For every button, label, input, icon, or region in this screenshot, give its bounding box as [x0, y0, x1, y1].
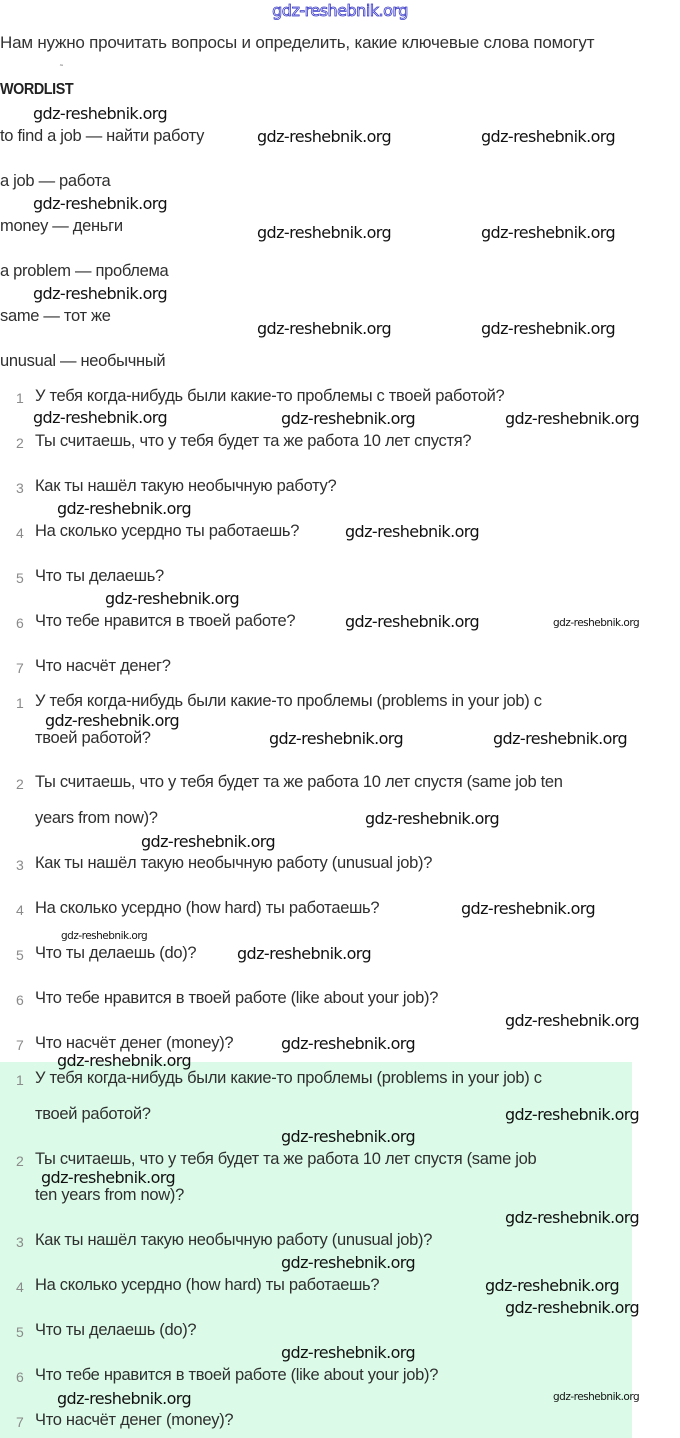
question-text: Что насчёт денег?: [35, 657, 171, 675]
answer-text: Как ты нашёл такую необычную работу (unusual job)?: [35, 1231, 433, 1249]
watermark: gdz-reshebnik.org: [485, 1276, 620, 1295]
question-number: 7: [16, 1037, 24, 1053]
question-text: На сколько усердно ты работаешь?: [35, 522, 300, 540]
answer-number: 7: [16, 1414, 24, 1430]
watermark: gdz-reshebnik.org: [57, 1389, 192, 1408]
answer-text: ten years from now)?: [35, 1186, 184, 1204]
watermark: gdz-reshebnik.org: [481, 127, 616, 146]
watermark: gdz-reshebnik.org: [257, 319, 392, 338]
question-text: Что тебе нравится в твоей работе?: [35, 612, 296, 630]
watermark: gdz-reshebnik.org: [505, 1298, 640, 1317]
intro-tick-mark: ˜: [60, 63, 63, 73]
answer-number: 1: [16, 1072, 24, 1088]
wordlist-item: money — деньги: [0, 217, 123, 235]
answer-text: Что ты делаешь (do)?: [35, 1321, 197, 1339]
answer-number: 3: [16, 1234, 24, 1250]
answer-text: Что тебе нравится в твоей работе (like about your job)?: [35, 1366, 439, 1384]
answer-text: твоей работой?: [35, 1105, 151, 1123]
question-text: У тебя когда-нибудь были какие-то проблемы с твоей работой?: [35, 387, 505, 405]
question-text: На сколько усердно (how hard) ты работаешь?: [35, 899, 380, 917]
wordlist-item: unusual — необычный: [0, 352, 166, 370]
watermark: gdz-reshebnik.org: [281, 409, 416, 428]
question-number: 1: [16, 695, 24, 711]
question-number: 6: [16, 615, 24, 631]
question-number: 5: [16, 570, 24, 586]
wordlist-title: WORDLIST: [0, 81, 74, 98]
watermark: gdz-reshebnik.org: [365, 809, 500, 828]
watermark: gdz-reshebnik.org: [61, 930, 148, 942]
watermark: gdz-reshebnik.org: [345, 612, 480, 631]
watermark: gdz-reshebnik.org: [33, 194, 168, 213]
watermark: gdz-reshebnik.org: [257, 127, 392, 146]
watermark: gdz-reshebnik.org: [269, 729, 404, 748]
watermark: gdz-reshebnik.org: [281, 1343, 416, 1362]
watermark: gdz-reshebnik.org: [505, 409, 640, 428]
question-text: Что ты делаешь (do)?: [35, 944, 197, 962]
watermark: gdz-reshebnik.org: [281, 1253, 416, 1272]
question-number: 4: [16, 902, 24, 918]
question-text: years from now)?: [35, 809, 158, 827]
watermark: gdz-reshebnik.org: [33, 104, 168, 123]
answer-number: 6: [16, 1369, 24, 1385]
wordlist-item: same — тот же: [0, 307, 111, 325]
question-text: Что насчёт денег (money)?: [35, 1034, 234, 1052]
answer-number: 4: [16, 1279, 24, 1295]
watermark: gdz-reshebnik.org: [505, 1208, 640, 1227]
question-number: 6: [16, 992, 24, 1008]
header-watermark: gdz-reshebnik.org: [272, 1, 408, 20]
question-text: У тебя когда-нибудь были какие-то проблемы (problems in your job) с: [35, 692, 542, 710]
watermark: gdz-reshebnik.org: [141, 832, 276, 851]
question-text: Ты считаешь, что у тебя будет та же работа 10 лет спустя?: [35, 432, 472, 450]
watermark: gdz-reshebnik.org: [105, 589, 240, 608]
watermark: gdz-reshebnik.org: [57, 1051, 192, 1070]
watermark: gdz-reshebnik.org: [553, 617, 640, 629]
watermark: gdz-reshebnik.org: [461, 899, 596, 918]
watermark: gdz-reshebnik.org: [33, 408, 168, 427]
watermark: gdz-reshebnik.org: [493, 729, 628, 748]
answer-text: У тебя когда-нибудь были какие-то проблемы (problems in your job) с: [35, 1069, 542, 1087]
answer-number: 2: [16, 1153, 24, 1169]
wordlist-item: a problem — проблема: [0, 262, 169, 280]
question-number: 7: [16, 660, 24, 676]
answer-text: Ты считаешь, что у тебя будет та же работа 10 лет спустя (same job: [35, 1150, 537, 1168]
question-text: Ты считаешь, что у тебя будет та же работа 10 лет спустя (same job ten: [35, 773, 563, 791]
question-number: 5: [16, 947, 24, 963]
watermark: gdz-reshebnik.org: [281, 1034, 416, 1053]
watermark: gdz-reshebnik.org: [33, 284, 168, 303]
watermark: gdz-reshebnik.org: [345, 522, 480, 541]
watermark: gdz-reshebnik.org: [281, 1127, 416, 1146]
answer-text: Что насчёт денег (money)?: [35, 1411, 234, 1429]
question-text: Как ты нашёл такую необычную работу (unusual job)?: [35, 854, 433, 872]
question-text: Что тебе нравится в твоей работе (like about your job)?: [35, 989, 439, 1007]
watermark: gdz-reshebnik.org: [45, 711, 180, 730]
wordlist-item: a job — работа: [0, 172, 111, 190]
question-number: 2: [16, 776, 24, 792]
question-number: 4: [16, 525, 24, 541]
intro-text: Нам нужно прочитать вопросы и определить, какие ключевые слова помогут: [0, 33, 595, 52]
question-number: 2: [16, 435, 24, 451]
watermark: gdz-reshebnik.org: [481, 223, 616, 242]
question-text: твоей работой?: [35, 729, 151, 747]
question-number: 3: [16, 857, 24, 873]
watermark: gdz-reshebnik.org: [57, 499, 192, 518]
watermark: gdz-reshebnik.org: [505, 1011, 640, 1030]
question-text: Как ты нашёл такую необычную работу?: [35, 477, 337, 495]
watermark: gdz-reshebnik.org: [505, 1105, 640, 1124]
question-number: 3: [16, 480, 24, 496]
answer-text: На сколько усердно (how hard) ты работаешь?: [35, 1276, 380, 1294]
watermark: gdz-reshebnik.org: [553, 1391, 640, 1403]
question-text: Что ты делаешь?: [35, 567, 164, 585]
wordlist-item: to find a job — найти работу: [0, 127, 205, 145]
answer-number: 5: [16, 1324, 24, 1340]
watermark: gdz-reshebnik.org: [481, 319, 616, 338]
question-number: 1: [16, 390, 24, 406]
watermark: gdz-reshebnik.org: [237, 944, 372, 963]
watermark: gdz-reshebnik.org: [41, 1168, 176, 1187]
watermark: gdz-reshebnik.org: [257, 223, 392, 242]
